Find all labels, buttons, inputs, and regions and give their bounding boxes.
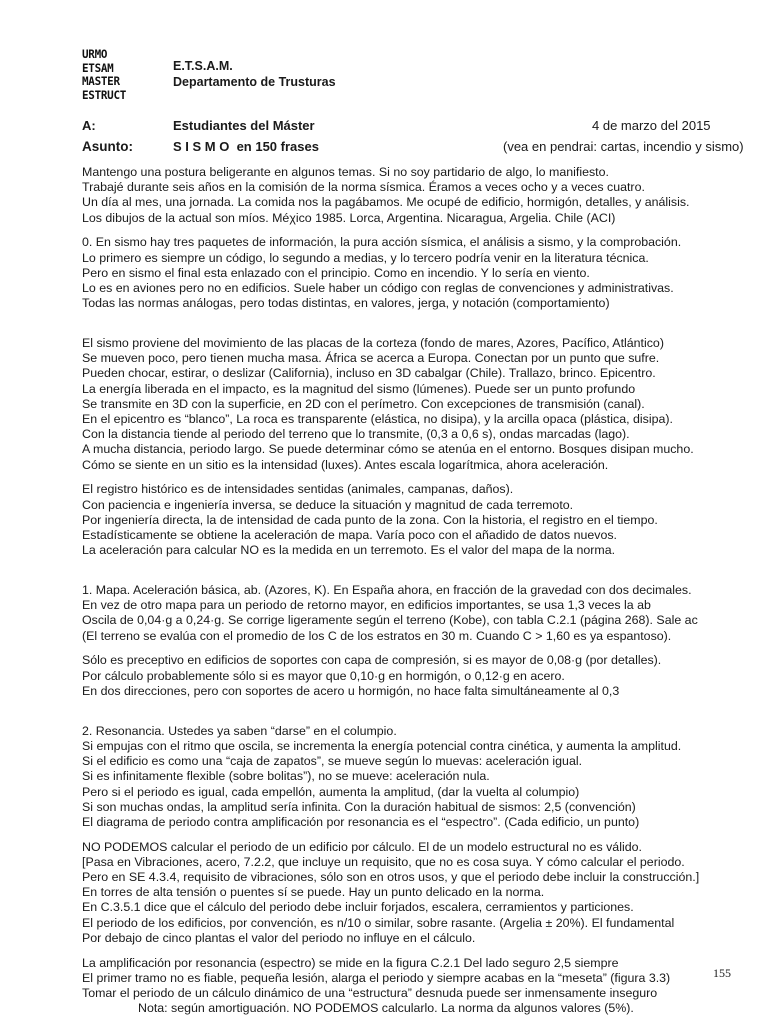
text-line: Se transmite en 3D con la superficie, en 2D con el perímetro. Con excepciones de transmisión (canal).: [82, 396, 645, 411]
paragraph: [82, 482, 722, 558]
paragraph-gap: [82, 558, 722, 568]
text-line: El periodo de los edificios, por convención, es n/10 o similar, sobre rasante. (Argelia ± 20%). El fundamental: [82, 915, 675, 930]
text-line: Tomar el periodo de un cálculo dinámico de una “estructura” desnuda puede ser inmensamente inseguro: [82, 985, 658, 1000]
text-line: [Pasa en Vibraciones, acero, 7.2.2, que incluye un requisito, que no es cosa suya. Y cómo calcular el periodo.: [82, 854, 685, 869]
paragraph-gap: [82, 226, 722, 236]
text-line: 0. En sismo hay tres paquetes de información, la pura acción sísmica, el análisis a sismo, y la comprobación.: [82, 235, 682, 250]
text-line: Un día al mes, una jornada. La comida nos la pagábamos. Me ocupé de edificio, hormigón, detalles, y análisis.: [82, 195, 690, 210]
text-line: Pero si el periodo es igual, cada empellón, aumenta la amplitud, (dar la vuelta al columpio): [82, 784, 580, 799]
text-line: [82, 321, 722, 336]
text-line: Con paciencia e ingeniería inversa, se deduce la situación y magnitud de cada terremoto.: [82, 497, 574, 512]
paragraph: [82, 653, 722, 699]
org-school: E.T.S.A.M.: [173, 59, 233, 73]
text-line: Lo primero es siempre un código, lo segundo a medias, y lo tercero podría venir en la literatura técnica.: [82, 250, 649, 265]
logo-line: URMO: [82, 47, 108, 61]
text-line: La amplificación por resonancia (espectro) se mide en la figura C.2.1 Del lado seguro 2,5 siempre: [82, 955, 619, 970]
text-line: Lo es en aviones pero no en edificios. Suele haber un código con reglas de convenciones y administrativas.: [82, 280, 674, 295]
text-line: Los dibujos de la actual son míos. Méχico 1985. Lorca, Argentina. Nicaragua, Argelia. Chile (ACI): [82, 210, 616, 225]
etsam-logo: [82, 48, 139, 102]
paragraph: [82, 165, 722, 226]
text-line: Si es infinitamente flexible (sobre bolitas”), no se mueve: aceleración nula.: [82, 769, 490, 784]
text-line: A mucha distancia, periodo largo. Se puede determinar cómo se atenúa en el entorno. Bosques disipan mucho.: [82, 442, 694, 457]
text-line: 2. Resonancia. Ustedes ya saben “darse” en el columpio.: [82, 723, 397, 738]
text-line: [82, 709, 722, 724]
memo-body: [82, 165, 722, 1016]
text-line: Por ingeniería directa, la de intensidad de cada punto de la zona. Con la historia, el registro en el tiempo.: [82, 512, 658, 527]
to-label: A:: [82, 118, 96, 133]
text-line: Se mueven poco, pero tienen mucha masa. África se acerca a Europa. Conectan por un punto que sufre.: [82, 351, 660, 366]
paragraph: [82, 235, 722, 311]
subject-value: S I S M O en 150 frases: [173, 139, 319, 154]
text-line: En C.3.5.1 dice que el cálculo del periodo debe incluir forjados, escalera, cerramientos y particiones.: [82, 900, 634, 915]
text-line: Nota: según amortiguación. NO PODEMOS calcularlo. La norma da algunos valores (5%).: [138, 1001, 634, 1016]
text-line: Pueden chocar, estirar, o deslizar (California), incluso en 3D cabalgar (Chile). Trallazo, brinco. Epicentro.: [82, 366, 656, 381]
paragraph-gap: [82, 699, 722, 709]
text-line: Sólo es preceptivo en edificios de soportes con capa de compresión, si es mayor de 0,08·g (por detalles).: [82, 653, 662, 668]
text-line: La aceleración para calcular NO es la medida en un terremoto. Es el valor del mapa de la norma.: [82, 543, 616, 558]
subject-label: Asunto:: [82, 139, 133, 154]
text-line: Trabajé durante seis años en la comisión de la norma sísmica. Éramos a veces ocho y a veces cuatro.: [82, 180, 645, 195]
text-line: Mantengo una postura beligerante en algunos temas. Si no soy partidario de algo, lo manifiesto.: [82, 165, 609, 179]
paragraph: [82, 956, 722, 1017]
paragraph-gap: [82, 644, 722, 654]
page-number: 155: [713, 966, 731, 980]
text-line: Todas las normas análogas, pero todas distintas, en valores, jerga, y notación (comportamiento): [82, 296, 610, 311]
text-line: En dos direcciones, pero con soportes de acero u hormigón, no hace falta simultáneamente al 0,3: [82, 683, 620, 698]
text-line: Oscila de 0,04·g a 0,24·g. Se corrige ligeramente según el terreno (Kobe), con tabla C.2.1 (página 268). Sale ac: [82, 613, 698, 628]
paragraph-gap: [82, 311, 722, 321]
text-line: Pero en SE 4.3.4, requisito de vibraciones, sólo son en otros usos, y que el periodo debe incluir la construcción.]: [82, 870, 700, 885]
org-department: Departamento de Trusturas: [173, 75, 336, 89]
text-line: Si el edificio es como una “caja de zapatos”, se mueve según lo muevas: aceleración igual.: [82, 754, 583, 769]
text-line: NO PODEMOS calcular el periodo de un edificio por cálculo. El de un modelo estructural no es válido.: [82, 839, 642, 854]
text-line: El sismo proviene del movimiento de las placas de la corteza (fondo de mares, Azores, Pacífico, Atlántico): [82, 336, 664, 351]
text-line: 1. Mapa. Aceleración básica, ab. (Azores, K). En España ahora, en fracción de la gravedad con dos decimales.: [82, 583, 692, 598]
text-line: Cómo se siente en un sitio es la intensidad (luxes). Antes escala logarítmica, ahora aceleración.: [82, 457, 609, 472]
text-line: En el epicentro es “blanco”, La roca es transparente (elástica, no disipa), y la arcilla opaca (plástica, disipa).: [82, 412, 673, 427]
memo-date: 4 de marzo del 2015: [592, 118, 711, 133]
text-line: El diagrama de periodo contra amplificación por resonancia es el “espectro”. (Cada edificio, un punto): [82, 814, 640, 829]
paragraph-gap: [82, 473, 722, 483]
text-line: [82, 568, 722, 583]
text-line: El registro histórico es de intensidades sentidas (animales, campanas, daños).: [82, 482, 514, 497]
to-value: Estudiantes del Máster: [173, 118, 315, 133]
text-line: Con la distancia tiende al periodo del terreno que lo transmite, (0,3 a 0,6 s), ondas marcadas (lago).: [82, 427, 630, 442]
text-line: Por debajo de cinco plantas el valor del periodo no influye en el cálculo.: [82, 930, 476, 945]
paragraph-gap: [82, 946, 722, 956]
text-line: En torres de alta tensión o puentes sí se puede. Hay un punto delicado en la norma.: [82, 885, 545, 900]
text-line: La energía liberada en el impacto, es la magnitud del sismo (lúmenes). Puede ser un punto profundo: [82, 381, 636, 396]
paragraph: [82, 568, 722, 644]
text-line: Pero en sismo el final esta enlazado con el principio. Como en incendio. Y lo sería en viento.: [82, 265, 590, 280]
logo-line: MASTER: [82, 74, 120, 88]
text-line: Si son muchas ondas, la amplitud sería infinita. Con la duración habitual de sismos: 2,5 (convención): [82, 799, 636, 814]
paragraph: [82, 840, 722, 946]
paragraph-gap: [82, 830, 722, 840]
paragraph: [82, 321, 722, 473]
text-line: En vez de otro mapa para un periodo de retorno mayor, en edificios importantes, se usa 1,3 veces la ab: [82, 598, 651, 613]
organization: [173, 58, 336, 90]
logo-line: ETSAM: [82, 60, 114, 75]
text-line: Estadísticamente se obtiene la aceleración de mapa. Varía poco con el añadido de datos nuevos.: [82, 527, 617, 542]
text-line: Por cálculo probablemente sólo si es mayor que 0,10·g en hormigón, o 0,12·g en acero.: [82, 668, 565, 683]
text-line: (El terreno se evalúa con el promedio de los C de los estratos en 30 m. Cuando C > 1,60 es ya espantoso).: [82, 628, 672, 643]
paragraph: [82, 709, 722, 831]
logo-line: ESTRUCT: [82, 87, 127, 102]
text-line: El primer tramo no es fiable, pequeña lesión, alarga el periodo y siempre acabas en la “meseta” (figura 3.3): [82, 970, 671, 985]
text-line: Si empujas con el ritmo que oscila, se incrementa la energía potencial contra cinética, y aumenta la amplitud.: [82, 738, 682, 753]
subject-note: (vea en pendrai: cartas, incendio y sismo): [503, 139, 744, 154]
